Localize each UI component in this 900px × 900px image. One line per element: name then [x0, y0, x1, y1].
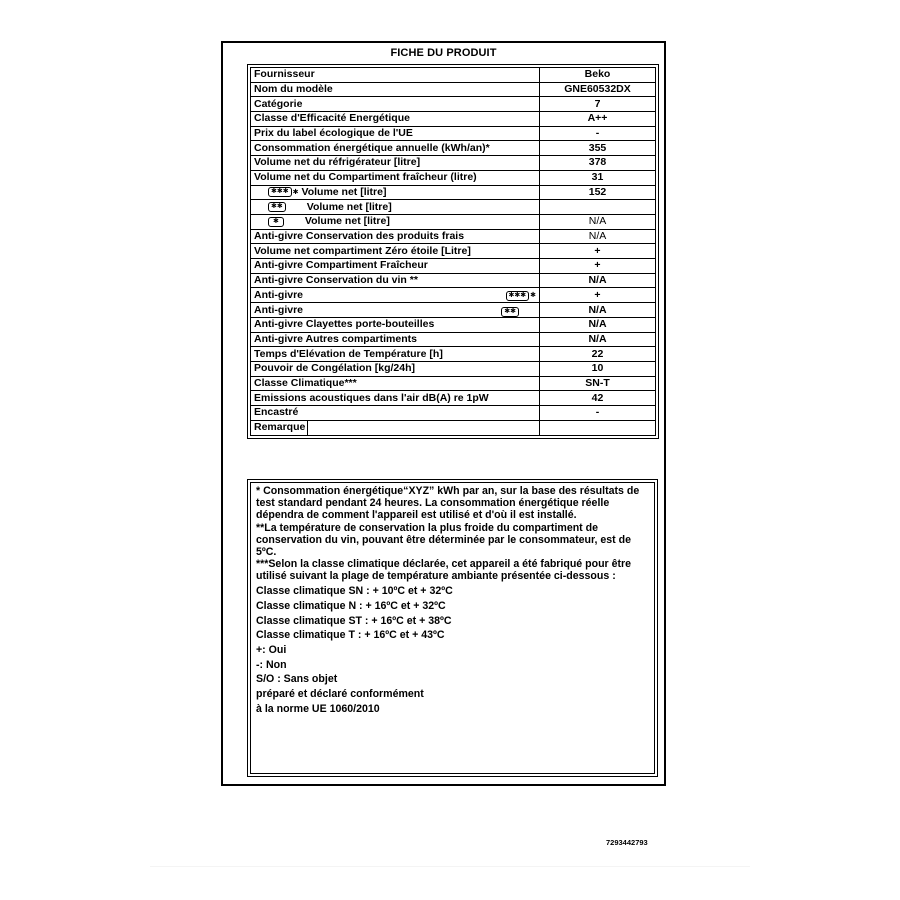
table-row	[251, 303, 656, 318]
table-row	[251, 244, 656, 259]
divider	[307, 421, 308, 435]
note-climate-t: Classe climatique T : + 16ºC et + 43ºC	[256, 629, 445, 642]
row-value	[540, 200, 656, 215]
table-row	[251, 376, 656, 391]
star-icon: ✱	[530, 292, 536, 300]
note-no: -: Non	[256, 658, 287, 671]
row-label: Emissions acoustiques dans l'air dB(A) re 1pW	[251, 391, 540, 406]
row-value: -	[540, 126, 656, 141]
table-row	[251, 185, 656, 200]
row-value: N/A	[540, 318, 656, 333]
row-value: 355	[540, 141, 656, 156]
note-climate-n: Classe climatique N : + 16ºC et + 32ºC	[256, 599, 446, 612]
note-yes: +: Oui	[256, 643, 287, 656]
row-label: Volume net [litre]	[304, 215, 390, 228]
note-na: S/O : Sans objet	[256, 673, 338, 686]
row-label: Fournisseur	[251, 68, 540, 83]
table-row	[251, 362, 656, 377]
row-label-cell	[251, 200, 540, 215]
table-row	[251, 332, 656, 347]
table-row	[251, 82, 656, 97]
row-value: N/A	[540, 303, 656, 318]
row-value: N/A	[540, 214, 656, 229]
table-row	[251, 420, 656, 435]
three-star-icon: ✱✱✱	[506, 291, 530, 301]
row-value: 7	[540, 97, 656, 112]
row-value: N/A	[540, 273, 656, 288]
row-label: Anti-givre	[254, 303, 304, 316]
row-value: 31	[540, 170, 656, 185]
row-value: +	[540, 244, 656, 259]
table-row	[251, 318, 656, 333]
row-label: Classe d'Efficacité Energétique	[251, 112, 540, 127]
row-value: SN-T	[540, 376, 656, 391]
one-star-icon: ✱	[268, 217, 284, 227]
row-label: Volume net [litre]	[306, 200, 392, 213]
row-value: 152	[540, 185, 656, 200]
row-label: Volume net du réfrigérateur [litre]	[251, 156, 540, 171]
row-label-cell	[251, 214, 540, 229]
row-label: Classe Climatique***	[251, 376, 540, 391]
row-value: A++	[540, 112, 656, 127]
row-label: Catégorie	[251, 97, 540, 112]
three-star-icon: ✱✱✱	[268, 187, 292, 197]
note-climate-class: ***Selon la classe climatique déclarée, cet appareil a été fabriqué pour être utilisé suivant la plage de température ambiante présentée ci-dessous :	[256, 558, 632, 583]
row-label: Anti-givre Autres compartiments	[251, 332, 540, 347]
table-row	[251, 68, 656, 83]
row-label: Prix du label écologique de l'UE	[251, 126, 540, 141]
row-label: Encastré	[251, 406, 540, 421]
note-standard: à la norme UE 1060/2010	[256, 702, 380, 715]
notes-box	[250, 482, 655, 774]
table-row	[251, 391, 656, 406]
star-icon: ✱	[292, 188, 299, 196]
row-label: Anti-givre	[254, 288, 304, 301]
row-value: N/A	[540, 332, 656, 347]
row-label: Anti-givre Conservation des produits frais	[251, 229, 540, 244]
row-label: Volume net compartiment Zéro étoile [Litre]	[251, 244, 540, 259]
row-value: N/A	[540, 229, 656, 244]
row-label: Consommation énergétique annuelle (kWh/an)*	[251, 141, 540, 156]
product-sheet	[221, 41, 666, 786]
row-label: Volume net du Compartiment fraîcheur (litre)	[251, 170, 540, 185]
row-label: Volume net [litre]	[301, 185, 387, 198]
document-code: 7293442793	[606, 838, 648, 847]
row-label: Remarque	[254, 421, 306, 434]
row-value: 10	[540, 362, 656, 377]
row-label-cell	[251, 420, 540, 435]
spec-table	[250, 67, 656, 436]
row-label-cell	[251, 288, 540, 303]
table-row	[251, 97, 656, 112]
row-label: Temps d'Elévation de Température [h]	[251, 347, 540, 362]
table-row	[251, 200, 656, 215]
table-row	[251, 406, 656, 421]
table-row	[251, 156, 656, 171]
note-wine-temperature: **La température de conservation la plus froide du compartiment de conservation du vin, pouvant être déterminée par le consommateur, est de 5ºC.	[256, 521, 632, 559]
row-label: Nom du modèle	[251, 82, 540, 97]
row-label: Anti-givre Clayettes porte-bouteilles	[251, 318, 540, 333]
row-value: Beko	[540, 68, 656, 83]
row-value: -	[540, 406, 656, 421]
row-value	[540, 420, 656, 435]
row-value: 22	[540, 347, 656, 362]
row-value: GNE60532DX	[540, 82, 656, 97]
two-star-icon: ✱✱	[501, 307, 519, 317]
note-climate-st: Classe climatique ST : + 16ºC et + 38ºC	[256, 614, 452, 627]
table-row	[251, 229, 656, 244]
row-label-cell	[251, 185, 540, 200]
table-row	[251, 141, 656, 156]
note-consumption: * Consommation énergétique“XYZ” kWh par an, sur la base des résultats de test standard pendant 24 heures. La consommation énergétique réelle dépendra de comment l'appareil est utilisé et d'où il est installé.	[256, 485, 640, 522]
row-value: 42	[540, 391, 656, 406]
row-value: +	[540, 288, 656, 303]
table-row	[251, 258, 656, 273]
table-row	[251, 214, 656, 229]
row-label: Anti-givre Compartiment Fraîcheur	[251, 258, 540, 273]
two-star-icon: ✱✱	[268, 202, 286, 212]
table-row	[251, 170, 656, 185]
table-row	[251, 112, 656, 127]
note-climate-sn: Classe climatique SN : + 10ºC et + 32ºC	[256, 585, 453, 598]
row-label: Pouvoir de Congélation [kg/24h]	[251, 362, 540, 377]
divider	[150, 866, 750, 867]
note-declared: préparé et déclaré conformément	[256, 688, 424, 701]
table-row	[251, 347, 656, 362]
table-row	[251, 126, 656, 141]
row-value: 378	[540, 156, 656, 171]
table-row	[251, 288, 656, 303]
row-value: +	[540, 258, 656, 273]
row-label: Anti-givre Conservation du vin **	[251, 273, 540, 288]
row-label-cell	[251, 303, 540, 318]
table-row	[251, 273, 656, 288]
sheet-title: FICHE DU PRODUIT	[390, 47, 497, 59]
